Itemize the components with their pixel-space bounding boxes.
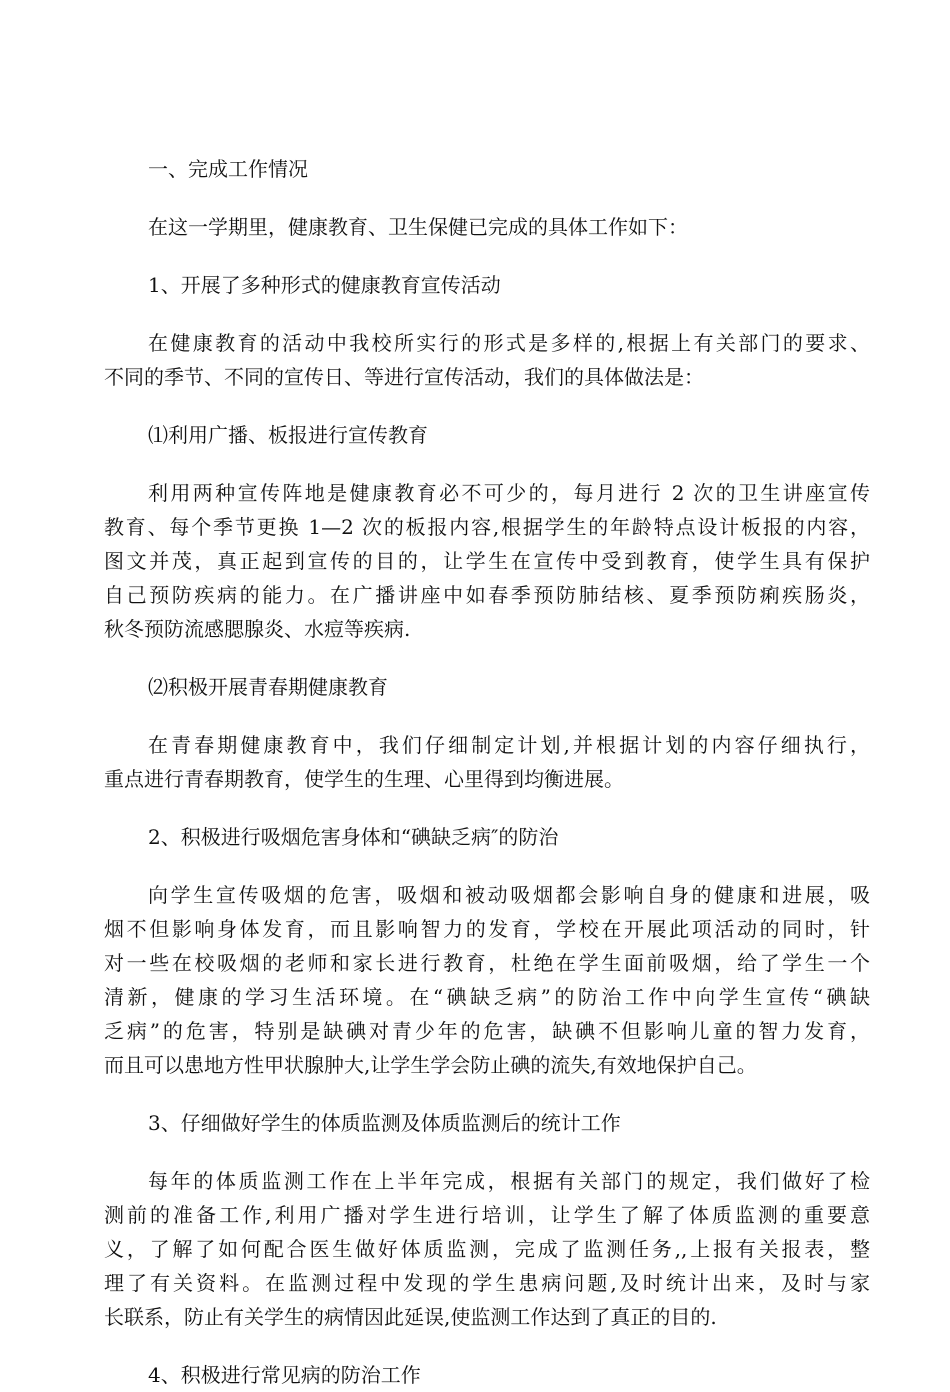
paragraph-line: 在健康教育的活动中我校所实行的形式是多样的,根据上有关部门的要求、 xyxy=(148,331,870,355)
paragraph-line: 长联系，防止有关学生的病情因此延误,使监测工作达到了真正的目的. xyxy=(104,1305,717,1329)
paragraph-line: 重点进行青春期教育，使学生的生理、心里得到均衡进展。 xyxy=(104,767,624,791)
paragraph-line: 烟不但影响身体发育，而且影响智力的发育，学校在开展此项活动的同时，针 xyxy=(104,917,870,941)
item-heading-1: 1、开展了多种形式的健康教育宣传活动 xyxy=(148,273,501,297)
paragraph-line: 对一些在校吸烟的老师和家长进行教育，杜绝在学生面前吸烟，给了学生一个 xyxy=(104,951,870,975)
paragraph-line: 向学生宣传吸烟的危害，吸烟和被动吸烟都会影响自身的健康和进展，吸 xyxy=(148,883,870,907)
sub-heading-1: ⑴利用广播、板报进行宣传教育 xyxy=(148,423,428,447)
paragraph-line: 清新，健康的学习生活环境。在“碘缺乏病”的防治工作中向学生宣传“碘缺 xyxy=(104,985,870,1009)
paragraph-line: 秋冬预防流感腮腺炎、水痘等疾病. xyxy=(104,617,411,641)
item-heading-4: 4、积极进行常见病的防治工作 xyxy=(148,1363,421,1387)
item-heading-2: 2、积极进行吸烟危害身体和“碘缺乏病″的防治 xyxy=(148,825,559,849)
paragraph-line: 而且可以患地方性甲状腺肿大,让学生学会防止碘的流失,有效地保护自己。 xyxy=(104,1053,757,1077)
paragraph-line: 不同的季节、不同的宣传日、等进行宣传活动，我们的具体做法是： xyxy=(104,365,704,389)
intro-sentence: 在这一学期里，健康教育、卫生保健已完成的具体工作如下： xyxy=(148,215,688,239)
document-body xyxy=(104,152,870,1392)
paragraph-broadcast-blackboard xyxy=(104,476,870,646)
paragraph-line: 教育、每个季节更换 1—2 次的板报内容,根据学生的年龄特点设计板报的内容， xyxy=(104,515,870,539)
section-heading-summary: 一、完成工作情况 xyxy=(148,157,308,181)
paragraph-line: 图文并茂，真正起到宣传的目的，让学生在宣传中受到教育，使学生具有保护 xyxy=(104,549,870,573)
paragraph-physical-monitoring xyxy=(104,1164,870,1334)
paragraph-line: 义，了解了如何配合医生做好体质监测，完成了监测任务,,上报有关报表，整 xyxy=(104,1237,870,1261)
paragraph-publicity-activities xyxy=(104,326,870,394)
sub-heading-2: ⑵积极开展青春期健康教育 xyxy=(148,675,388,699)
paragraph-adolescence xyxy=(104,728,870,796)
paragraph-line: 在青春期健康教育中，我们仔细制定计划,并根据计划的内容仔细执行， xyxy=(148,733,870,757)
paragraph-line: 乏病”的危害，特别是缺碘对青少年的危害，缺碘不但影响儿童的智力发育， xyxy=(104,1019,870,1043)
paragraph-line: 每年的体质监测工作在上半年完成，根据有关部门的规定，我们做好了检 xyxy=(148,1169,870,1193)
paragraph-line: 利用两种宣传阵地是健康教育必不可少的，每月进行 2 次的卫生讲座宣传 xyxy=(148,481,870,505)
paragraph-line: 自己预防疾病的能力。在广播讲座中如春季预防肺结核、夏季预防痢疾肠炎， xyxy=(104,583,870,607)
paragraph-line: 理了有关资料。在监测过程中发现的学生患病问题,及时统计出来，及时与家 xyxy=(104,1271,870,1295)
item-heading-3: 3、仔细做好学生的体质监测及体质监测后的统计工作 xyxy=(148,1111,621,1135)
paragraph-line: 测前的准备工作,利用广播对学生进行培训，让学生了解了体质监测的重要意 xyxy=(104,1203,870,1227)
paragraph-smoking-iodine xyxy=(104,878,870,1082)
